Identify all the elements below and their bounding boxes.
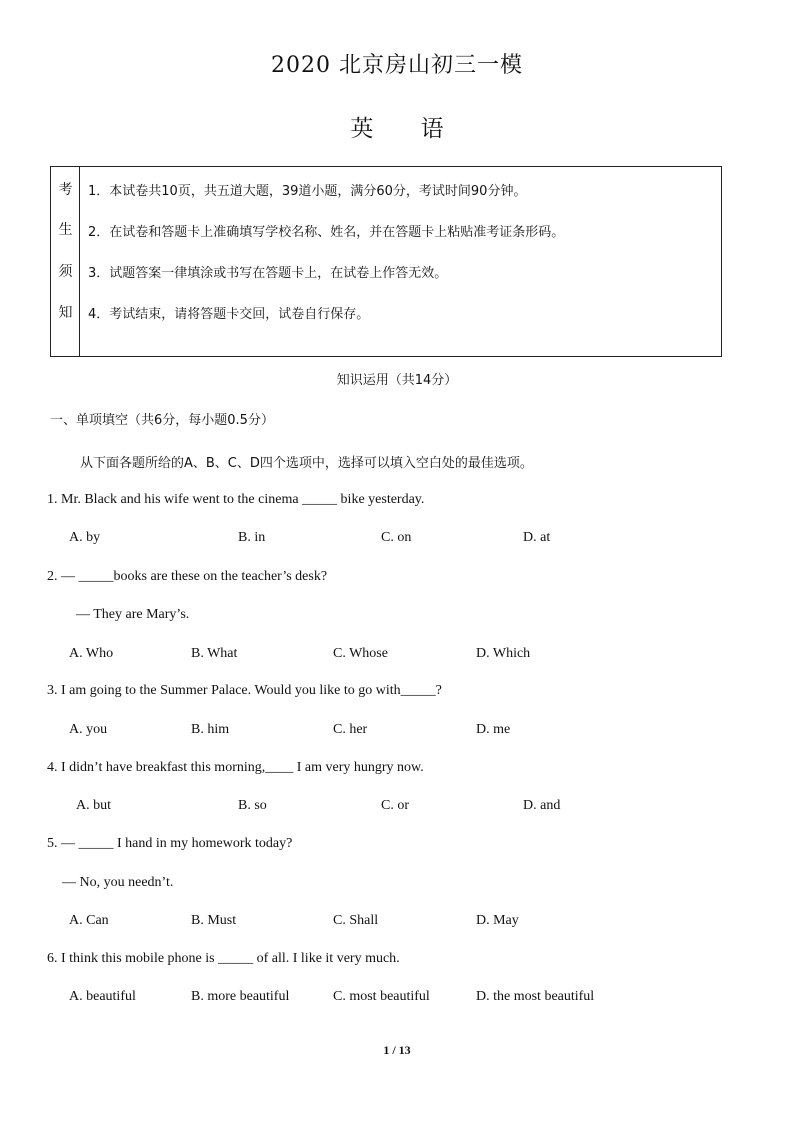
- notice-label-char: 须: [58, 264, 73, 280]
- option-d: D. Which: [476, 646, 531, 661]
- exam-notice-box: [50, 166, 722, 357]
- option-a: A. beautiful: [69, 989, 136, 1004]
- option-a: A. but: [76, 798, 111, 813]
- option-a: A. Who: [69, 646, 114, 661]
- section-instruction: 从下面各题所给的A、B、C、D四个选项中，选择可以填入空白处的最佳选项。: [80, 456, 533, 471]
- notice-label-char: 考: [58, 182, 73, 198]
- notice-label-column: [51, 167, 80, 356]
- option-d: D. at: [523, 530, 551, 545]
- notice-item: 4．考试结束，请将答题卡交回，试卷自行保存。: [88, 307, 370, 322]
- question-stem: 1. Mr. Black and his wife went to the cinema _____ bike yesterday.: [47, 492, 425, 507]
- document-title: 2020 北京房山初三一模: [271, 53, 523, 78]
- option-b: B. in: [238, 530, 266, 545]
- notice-label-char: 生: [58, 222, 73, 238]
- section-heading: 一、单项填空（共6分，每小题0.5分）: [50, 413, 274, 428]
- part-heading: 知识运用（共14分）: [336, 373, 458, 388]
- option-b: B. him: [191, 722, 230, 737]
- option-c: C. Shall: [333, 913, 379, 928]
- option-d: D. May: [476, 913, 519, 928]
- option-a: A. you: [69, 722, 108, 737]
- option-b: B. more beautiful: [191, 989, 290, 1004]
- question-stem: 2. — _____books are these on the teacher’s desk?: [47, 569, 328, 584]
- question-stem: 4. I didn’t have breakfast this morning,____ I am very hungry now.: [47, 760, 424, 775]
- question-reply: — They are Mary’s.: [76, 607, 190, 622]
- option-b: B. What: [191, 646, 238, 661]
- option-b: B. Must: [191, 913, 237, 928]
- option-c: C. most beautiful: [333, 989, 430, 1004]
- notice-label-char: 知: [58, 305, 73, 321]
- option-a: A. Can: [69, 913, 109, 928]
- question-stem: 5. — _____ I hand in my homework today?: [47, 836, 293, 851]
- question-stem: 6. I think this mobile phone is _____ of all. I like it very much.: [47, 951, 400, 966]
- page-number: 1 / 13: [383, 1043, 411, 1057]
- option-c: C. or: [381, 798, 409, 813]
- option-d: D. the most beautiful: [476, 989, 595, 1004]
- option-d: D. and: [523, 798, 561, 813]
- question-stem: 3. I am going to the Summer Palace. Would you like to go with_____?: [47, 683, 442, 698]
- option-a: A. by: [69, 530, 101, 545]
- option-d: D. me: [476, 722, 511, 737]
- option-b: B. so: [238, 798, 267, 813]
- notice-item: 3．试题答案一律填涂或书写在答题卡上，在试卷上作答无效。: [88, 266, 448, 281]
- subject-title: 英 语: [350, 116, 444, 142]
- option-c: C. on: [381, 530, 412, 545]
- option-c: C. Whose: [333, 646, 388, 661]
- notice-item: 2．在试卷和答题卡上准确填写学校名称、姓名，并在答题卡上粘贴准考证条形码。: [88, 225, 565, 240]
- option-c: C. her: [333, 722, 368, 737]
- question-reply: — No, you needn’t.: [62, 875, 174, 890]
- notice-item: 1．本试卷共10页，共五道大题，39道小题，满分60分，考试时间90分钟。: [88, 184, 527, 199]
